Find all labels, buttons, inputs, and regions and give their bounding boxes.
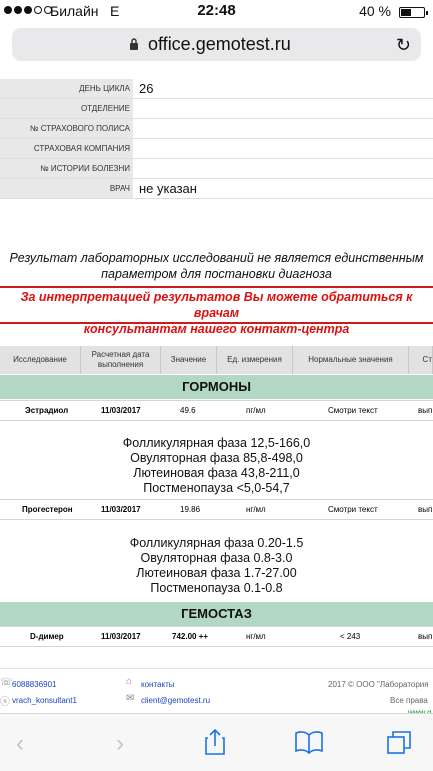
info-label: № СТРАХОВОГО ПОЛИСА [0, 119, 133, 139]
disclaimer [0, 250, 433, 282]
phone-icon: ☏ [0, 677, 13, 688]
book-icon[interactable] [294, 730, 324, 754]
estradiol-ranges [0, 436, 433, 496]
phone-link[interactable]: 6088836901 [12, 680, 57, 689]
test-norm: < 243 [340, 632, 361, 641]
disclaimer-line: Результат лабораторных исследований не является единственным [9, 251, 424, 265]
info-row [0, 119, 433, 139]
section-hemostasis: ГЕМОСТАЗ [0, 602, 433, 626]
info-row [0, 79, 433, 99]
patient-info-table [0, 79, 433, 199]
header-value: Значение [161, 346, 217, 374]
range-line: Овуляторная фаза 0.8-3.0 [140, 551, 293, 565]
info-value: не указан [133, 179, 433, 199]
test-value: 742.00 ++ [172, 632, 209, 641]
header-test: Исследование [0, 346, 81, 374]
test-value: 49.6 [180, 406, 196, 415]
range-line: Постменопауза 0.1-0.8 [150, 581, 283, 595]
info-row [0, 99, 433, 119]
table-row[interactable] [0, 400, 433, 421]
info-label: № ИСТОРИИ БОЛЕЗНИ [0, 159, 133, 179]
test-status: вып [418, 505, 433, 514]
disclaimer-line: параметром для постановки диагноза [101, 267, 332, 281]
test-name: Эстрадиол [25, 406, 69, 415]
consult-line: консультантам нашего контакт-центра [83, 322, 350, 336]
test-date: 11/03/2017 [101, 505, 141, 514]
house-icon: ⌂ [126, 676, 133, 687]
consult-notice [0, 289, 433, 337]
rights-text: Все права [390, 696, 428, 705]
info-value [133, 139, 433, 159]
info-label: ОТДЕЛЕНИЕ [0, 99, 133, 119]
network-type: E [110, 3, 120, 19]
status-bar [0, 0, 433, 24]
copyright: 2017 © ООО "Лаборатория [328, 680, 429, 689]
test-unit: пг/мл [246, 406, 266, 415]
info-label: ВРАЧ [0, 179, 133, 199]
battery-icon [399, 7, 425, 18]
skype-icon: ⓢ [0, 697, 10, 708]
info-row [0, 159, 433, 179]
header-norm: Нормальные значения [293, 346, 409, 374]
share-icon[interactable] [204, 728, 226, 756]
test-unit: нг/мл [246, 632, 266, 641]
header-status: Ст [409, 346, 433, 374]
mail-icon: ✉ [126, 693, 135, 704]
range-line: Лютеиновая фаза 1.7-27.00 [136, 566, 297, 580]
info-row [0, 179, 433, 199]
info-value: 26 [133, 79, 433, 99]
test-status: вып [418, 406, 433, 415]
lock-icon [129, 38, 139, 51]
consult-line: За интерпретацией результатов Вы можете обратиться к врачам [20, 290, 413, 320]
battery-percent: 40 % [359, 3, 391, 19]
email-link[interactable]: client@gemotest.ru [141, 696, 211, 705]
tabs-icon[interactable] [386, 729, 414, 755]
test-status: вып [418, 632, 433, 641]
info-value [133, 159, 433, 179]
chevron-left-icon[interactable]: ‹ [16, 730, 24, 757]
url-text[interactable]: office.gemotest.ru [148, 34, 291, 54]
test-name: D-димер [30, 632, 64, 641]
carrier-name: Билайн [50, 3, 99, 19]
test-value: 19.86 [180, 505, 201, 514]
section-hormones: ГОРМОНЫ [0, 375, 433, 399]
range-line: Фолликулярная фаза 0.20-1.5 [129, 536, 304, 550]
info-label: СТРАХОВАЯ КОМПАНИЯ [0, 139, 133, 159]
info-value [133, 99, 433, 119]
skype-link[interactable]: vrach_konsultant1 [12, 696, 77, 705]
browser-toolbar [0, 713, 433, 771]
clock: 22:48 [197, 2, 236, 19]
test-norm: Смотри текст [328, 406, 378, 415]
info-label: ДЕНЬ ЦИКЛА [0, 79, 133, 99]
test-unit: нг/мл [246, 505, 266, 514]
contacts-link[interactable]: контакты [141, 680, 175, 689]
table-row[interactable] [0, 499, 433, 520]
table-row[interactable] [0, 626, 433, 647]
range-line: Постменопауза <5,0-54,7 [143, 481, 290, 495]
progesterone-ranges [0, 536, 433, 596]
header-date: Расчетная дата выполнения [81, 346, 161, 374]
info-row [0, 139, 433, 159]
test-date: 11/03/2017 [101, 632, 141, 641]
chevron-right-icon[interactable]: › [116, 730, 124, 757]
test-norm: Смотри текст [328, 505, 378, 514]
reload-icon[interactable]: ↻ [395, 35, 411, 55]
test-date: 11/03/2017 [101, 406, 141, 415]
address-bar[interactable] [12, 28, 421, 61]
range-line: Лютеиновая фаза 43,8-211,0 [133, 466, 300, 480]
range-line: Овуляторная фаза 85,8-498,0 [130, 451, 303, 465]
header-unit: Ед. измерения [217, 346, 293, 374]
info-value [133, 119, 433, 139]
range-line: Фолликулярная фаза 12,5-166,0 [122, 436, 311, 450]
test-name: Прогестерон [22, 505, 73, 514]
